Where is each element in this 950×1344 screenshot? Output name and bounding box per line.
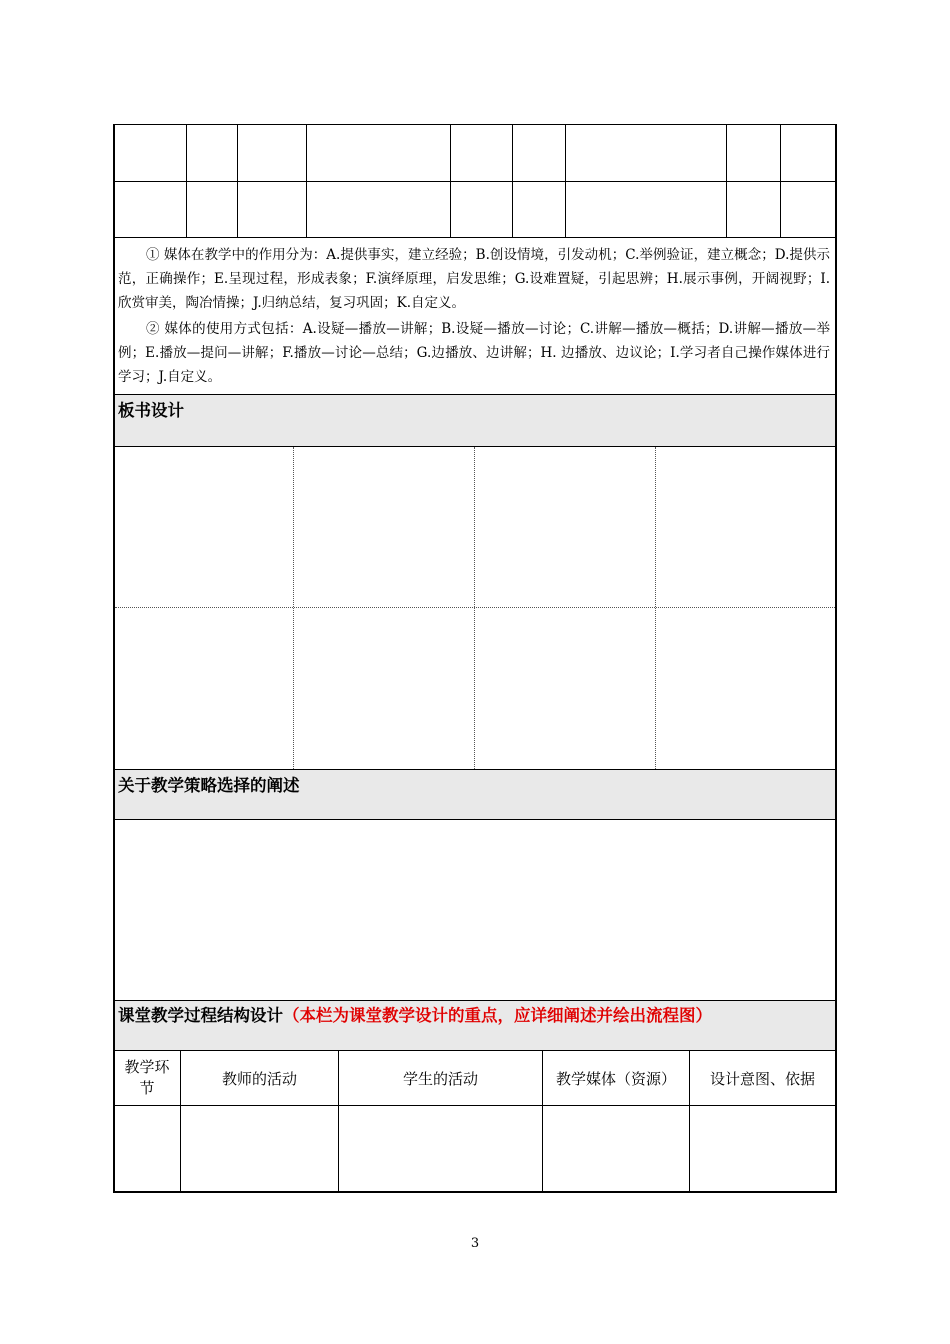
- process-design-heading: [118, 1005, 712, 1027]
- page-number: 3: [470, 1236, 480, 1251]
- process-design-title: 课堂教学过程结构设计: [118, 1006, 283, 1025]
- col-header-media: 教学媒体（资源）: [555, 1069, 676, 1088]
- media-roles-note: ① 媒体在教学中的作用分为：A.提供事实，建立经验；B.创设情境，引发动机；C.举例验证，建立概念；D.提供示范，正确操作；E.呈现过程，形成表象；F.演绎原理，启发思维；G.设难置疑，引起思辨；H.展示事例，开阔视野；I.欣赏审美，陶冶情操；J.归纳总结，复习巩固；K.自定义。: [118, 247, 830, 311]
- strategy-content-area: [115, 820, 835, 1000]
- col-header-teacher: 教师的活动: [221, 1069, 297, 1088]
- media-usage-note: ② 媒体的使用方式包括：A.设疑—播放—讲解；B.设疑—播放—讨论；C.讲解—播放—概括；D.讲解—播放—举例；E.播放—提问—讲解；F.播放—讨论—总结；G.边播放、边讲解；H. 边播放、边议论；I.学习者自己操作媒体进行学习；J.自定义。: [118, 321, 830, 385]
- col-header-stage: 教学环节: [124, 1058, 170, 1097]
- blackboard-design-heading: 板书设计: [118, 401, 184, 420]
- col-header-rationale: 设计意图、依据: [709, 1069, 815, 1088]
- process-design-note: （本栏为课堂教学设计的重点，应详细阐述并绘出流程图）: [283, 1006, 712, 1025]
- strategy-heading: 关于教学策略选择的阐述: [118, 776, 300, 795]
- col-header-student: 学生的活动: [402, 1069, 478, 1088]
